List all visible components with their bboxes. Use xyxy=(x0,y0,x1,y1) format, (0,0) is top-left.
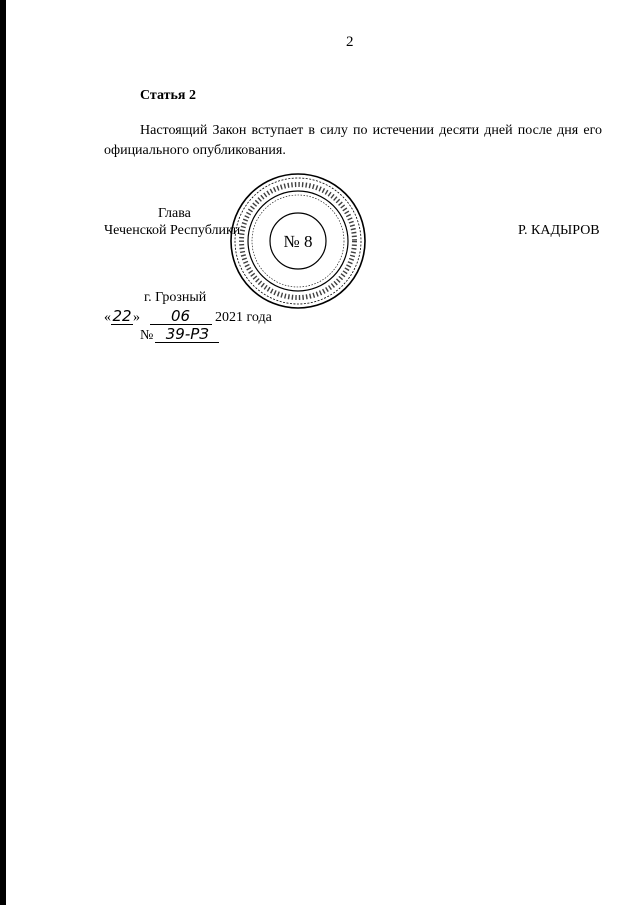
issue-place: г. Грозный xyxy=(144,290,207,305)
issue-day-handwritten: 22 xyxy=(112,307,132,325)
law-number-line xyxy=(140,326,219,344)
issue-month-handwritten: 06 xyxy=(150,308,212,325)
law-number-prefix: № xyxy=(140,328,154,343)
signer-name: Р. КАДЫРОВ xyxy=(518,223,600,238)
article-title: Статья 2 xyxy=(140,88,196,103)
date-quote-open: « xyxy=(104,310,111,325)
seal-number: № 8 xyxy=(283,232,313,251)
article-body: Настоящий Закон вступает в силу по истечении десяти дней после дня его официального опубликования. xyxy=(104,123,602,158)
page-edge-bar xyxy=(0,0,6,905)
signer-title-line1: Глава xyxy=(158,206,191,221)
law-number-handwritten: 39-РЗ xyxy=(155,326,219,343)
issue-date xyxy=(104,308,272,326)
signer-title-line2: Чеченской Республики xyxy=(104,223,241,238)
page-number: 2 xyxy=(346,34,354,50)
official-seal xyxy=(229,172,367,310)
date-quote-close: » xyxy=(133,310,140,325)
issue-year: 2021 года xyxy=(215,310,272,325)
